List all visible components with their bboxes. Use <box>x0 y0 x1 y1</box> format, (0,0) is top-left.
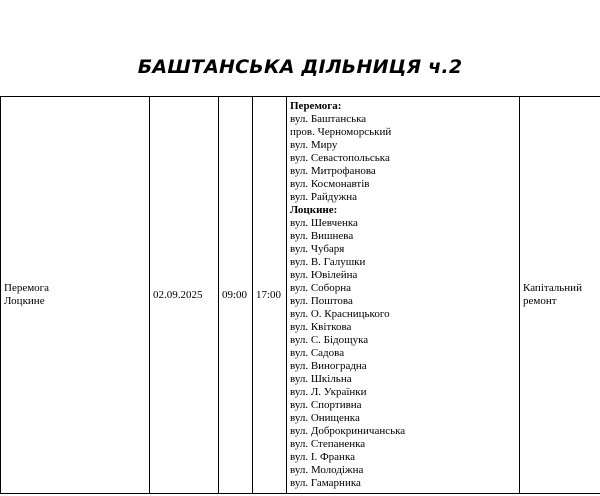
street-item: вул. В. Галушки <box>290 256 366 268</box>
outage-schedule-table <box>0 96 600 494</box>
street-item: вул. Онищенка <box>290 412 360 424</box>
street-item: вул. Виноградна <box>290 360 367 372</box>
street-item: вул. Космонавтів <box>290 178 370 190</box>
street-item: вул. Шкільна <box>290 373 352 385</box>
street-item: вул. Спортивна <box>290 399 362 411</box>
village-name: Лоцкине <box>4 295 45 307</box>
villages-cell <box>1 97 150 494</box>
street-item: вул. Соборна <box>290 282 352 294</box>
street-item: вул. Гамарника <box>290 477 361 489</box>
work-type-cell <box>520 97 600 494</box>
settlement-heading: Лоцкине: <box>290 204 338 216</box>
street-item: вул. Митрофанова <box>290 165 376 177</box>
street-item: вул. Молодіжна <box>290 464 364 476</box>
street-item: вул. Шевченка <box>290 217 358 229</box>
street-item: вул. Ювілейна <box>290 269 358 281</box>
date-cell: 02.09.2025 <box>150 97 219 494</box>
street-item: вул. Доброкриничанська <box>290 425 406 437</box>
streets-cell <box>287 97 520 494</box>
street-item: вул. Квіткова <box>290 321 352 333</box>
street-item: вул. О. Красницького <box>290 308 390 320</box>
street-item: пров. Черноморський <box>290 126 392 138</box>
street-item: вул. Л. Українки <box>290 386 367 398</box>
street-item: вул. Садова <box>290 347 345 359</box>
time-to-cell: 17:00 <box>253 97 287 494</box>
page-title: БАШТАНСЬКА ДІЛЬНИЦЯ ч.2 <box>137 56 463 78</box>
street-item: вул. Поштова <box>290 295 353 307</box>
street-item: вул. Степаненка <box>290 438 366 450</box>
table-row <box>1 97 600 494</box>
settlement-heading: Перемога: <box>290 100 342 112</box>
work-type-line: Капітальний <box>523 282 582 294</box>
street-item: вул. Чубаря <box>290 243 345 255</box>
street-item: вул. І. Франка <box>290 451 356 463</box>
street-item: вул. Миру <box>290 139 338 151</box>
street-item: вул. С. Бідощука <box>290 334 369 346</box>
time-from-cell: 09:00 <box>219 97 253 494</box>
street-item: вул. Баштанська <box>290 113 367 125</box>
street-item: вул. Севастопольська <box>290 152 390 164</box>
street-item: вул. Райдужна <box>290 191 358 203</box>
streets-list <box>290 100 516 490</box>
village-name: Перемога <box>4 282 50 294</box>
work-type-line: ремонт <box>523 295 557 307</box>
street-item: вул. Вишнева <box>290 230 354 242</box>
